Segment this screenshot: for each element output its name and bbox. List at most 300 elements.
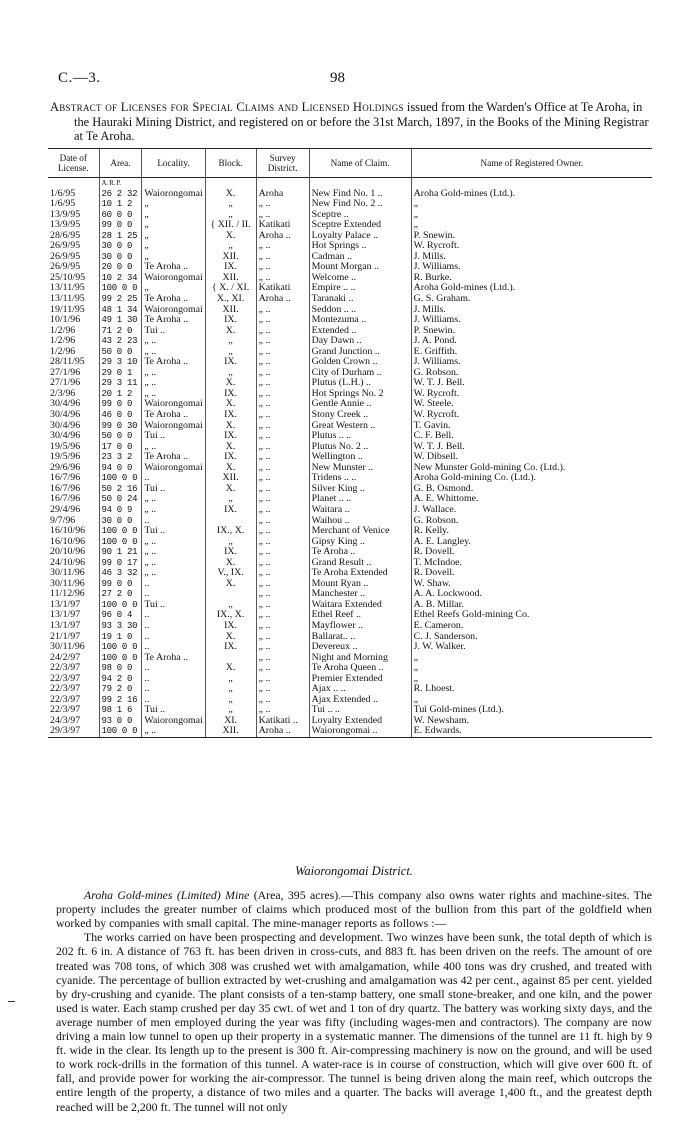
cell-owner: A. E. Langley. xyxy=(411,537,652,548)
cell-owner: New Munster Gold-mining Co. (Ltd.). xyxy=(411,463,652,474)
cell-district: „ .. xyxy=(256,452,309,463)
cell-claim: Ajax .. .. xyxy=(309,684,411,695)
cell-block: X. xyxy=(205,378,256,389)
cell-date: 16/7/96 xyxy=(50,494,81,505)
cell-date: 10/1/96 xyxy=(50,315,81,326)
cell-claim: Grand Junction .. xyxy=(309,347,411,358)
table-row xyxy=(48,315,652,326)
cell-block: „ xyxy=(205,241,256,252)
table-row xyxy=(48,484,652,495)
cell-locality: Waiorongomai xyxy=(142,421,205,432)
cell-locality: .. xyxy=(142,610,205,621)
cell-locality: „ .. xyxy=(142,378,205,389)
cell-claim: Wellington .. xyxy=(309,452,411,463)
cell-claim: Ajax Extended .. xyxy=(309,695,411,706)
cell-district: „ .. xyxy=(256,663,309,674)
cell-area: 50 0 0 xyxy=(99,347,142,358)
cell-locality: .. xyxy=(142,663,205,674)
cell-block: „ xyxy=(205,600,256,611)
cell-owner: G. B. Osmond. xyxy=(411,484,652,495)
cell-owner: Tui Gold-mines (Ltd.). xyxy=(411,705,652,716)
cell-date: 30/4/96 xyxy=(50,431,81,442)
table-row xyxy=(48,600,652,611)
cell-owner: P. Snewin. xyxy=(411,231,652,242)
table-row xyxy=(48,726,652,737)
cell-area: 99 0 0 xyxy=(99,220,142,231)
cell-block xyxy=(205,589,256,600)
cell-locality: „ .. xyxy=(142,505,205,516)
cell-block: { XII. / II. xyxy=(205,220,256,231)
cell-block: IX. xyxy=(205,357,256,368)
cell-locality: Tui .. xyxy=(142,431,205,442)
cell-area: 96 0 4 xyxy=(99,610,142,621)
cell-district: „ .. xyxy=(256,653,309,664)
cell-date: 1/2/96 xyxy=(50,336,76,347)
table-row xyxy=(48,442,652,453)
cell-owner: „ xyxy=(411,695,652,706)
cell-date: 19/5/96 xyxy=(50,441,81,452)
cell-owner: W. T. J. Bell. xyxy=(411,378,652,389)
abstract-title-rest: issued from the Warden's Office at Te Aroha, in the Hauraki Mining District, and registered on or before the 31st March, 1897, in the Books of the Mining Registrar at Te Aroha. xyxy=(74,100,649,144)
cell-block: „ xyxy=(205,210,256,221)
cell-district: Aroha xyxy=(256,189,309,200)
cell-owner: „ xyxy=(411,210,652,221)
cell-locality: Te Aroha .. xyxy=(142,294,205,305)
cell-block: XII. xyxy=(205,726,256,737)
cell-area: 50 0 0 xyxy=(99,431,142,442)
cell-block: X. xyxy=(205,421,256,432)
cell-date: 1/6/95 xyxy=(50,199,76,210)
cell-locality: .. xyxy=(142,642,205,653)
cell-block: X. xyxy=(205,442,256,453)
cell-owner: E. Cameron. xyxy=(411,621,652,632)
table-row xyxy=(48,621,652,632)
cell-date: 26/9/95 xyxy=(50,251,81,262)
cell-claim: Waiorongomai .. xyxy=(309,726,411,737)
table-row xyxy=(48,199,652,210)
cell-claim: Premier Extended xyxy=(309,674,411,685)
cell-block xyxy=(205,653,256,664)
cell-date: 29/6/96 xyxy=(50,462,81,473)
cell-district: „ .. xyxy=(256,305,309,316)
cell-district: „ .. xyxy=(256,336,309,347)
cell-district: „ .. xyxy=(256,273,309,284)
cell-locality: Waiorongomai xyxy=(142,189,205,200)
cell-locality: .. xyxy=(142,632,205,643)
table-row xyxy=(48,695,652,706)
cell-area: 93 0 0 xyxy=(99,716,142,727)
cell-date: 30/11/96 xyxy=(50,578,85,589)
cell-date: 30/11/96 xyxy=(50,568,85,579)
abstract-title-smallcaps: Abstract of Licenses for Special Claims and Licensed Holdings xyxy=(50,100,404,114)
cell-locality: Te Aroha .. xyxy=(142,410,205,421)
cell-locality: „ xyxy=(142,210,205,221)
table-row xyxy=(48,389,652,400)
cell-district: „ .. xyxy=(256,463,309,474)
cell-date: 26/9/95 xyxy=(50,262,81,273)
cell-area: 99 0 30 xyxy=(99,421,142,432)
cell-claim: Grand Result .. xyxy=(309,558,411,569)
cell-claim: Great Western .. xyxy=(309,421,411,432)
cell-district: „ .. xyxy=(256,484,309,495)
cell-block: IX. xyxy=(205,452,256,463)
cell-locality: „ .. xyxy=(142,568,205,579)
cell-owner: W. Rycroft. xyxy=(411,410,652,421)
cell-owner: Ethel Reefs Gold-mining Co. xyxy=(411,610,652,621)
cell-block: IX. xyxy=(205,505,256,516)
cell-locality: „ .. xyxy=(142,547,205,558)
cell-claim: Golden Crown .. xyxy=(309,357,411,368)
cell-owner: W. Dibsell. xyxy=(411,452,652,463)
cell-locality: Te Aroha .. xyxy=(142,357,205,368)
section-code: C.—3. xyxy=(58,70,101,86)
cell-owner: G. S. Graham. xyxy=(411,294,652,305)
area-units-row xyxy=(48,178,652,189)
cell-owner: W. Rycroft. xyxy=(411,241,652,252)
cell-district: „ .. xyxy=(256,642,309,653)
cell-owner: W. Rycroft. xyxy=(411,389,652,400)
cell-locality: Tui .. xyxy=(142,484,205,495)
cell-district: „ .. xyxy=(256,473,309,484)
cell-block: XII. xyxy=(205,273,256,284)
table-row xyxy=(48,632,652,643)
cell-claim: Silver King .. xyxy=(309,484,411,495)
cell-claim: Hot Springs .. xyxy=(309,241,411,252)
cell-locality: „ .. xyxy=(142,442,205,453)
cell-date: 24/10/96 xyxy=(50,557,86,568)
cell-locality: „ xyxy=(142,220,205,231)
cell-owner: R. Dovell. xyxy=(411,568,652,579)
cell-claim: Sceptre .. xyxy=(309,210,411,221)
cell-claim: Mount Morgan .. xyxy=(309,262,411,273)
paragraph-1 xyxy=(56,888,652,930)
cell-locality: „ xyxy=(142,241,205,252)
cell-area: 26 2 32 xyxy=(99,189,142,200)
cell-locality: „ xyxy=(142,283,205,294)
cell-claim: Mayflower .. xyxy=(309,621,411,632)
cell-block: X. xyxy=(205,189,256,200)
cell-district: „ .. xyxy=(256,262,309,273)
cell-block: IX. xyxy=(205,262,256,273)
cell-claim: Planet .. .. xyxy=(309,494,411,505)
cell-date: 16/7/96 xyxy=(50,483,81,494)
cell-district: „ .. xyxy=(256,431,309,442)
table-row xyxy=(48,252,652,263)
cell-date: 26/9/95 xyxy=(50,241,81,252)
cell-district: „ .. xyxy=(256,199,309,210)
cell-area: 20 1 2 xyxy=(99,389,142,400)
column-header-survey-district: Survey District. xyxy=(256,149,309,178)
paragraph-2: The works carried on have been prospecting and development. Two winzes have been sunk, the total depth of which is 202 ft. 6 in. A distance of 763 ft. has been driven in cross-cuts, and 883 ft. has been driven on the reefs. The amount of ore treated was 708 tons, of which 308 was crushed wet with amalgamation, while 400 tons was dry crushed, and treated with cyanide. The percentage of bullion extracted by wet-crushing and amalgamation was 42 per cent., against 85 per cent. yielded by dry-crushing and cyanide. The plant consists of a ten-stamp battery, one small stone-breaker, and one kiln, and the power used is water. Each stamp crushed per day 35 cwt. of wet and 1 ton of dry quartz. The battery was working sixty days, and the average number of men employed during the year was fifty (including wages-men and contractors). The company are now driving a main low tunnel to open up their property in a systematic manner. The dimensions of the tunnel are 11 ft. high by 9 ft. wide in the clear. Its length up to the present is 300 ft. Air-compressing machinery is now on the ground, and will be used to work rock-drills in the formation of this tunnel. A water-race is in course of construction, which will give over 600 ft. of fall, and provide power for working the air-compressor. The tunnel is being driven along the main reef, which outcrops the entire length of the property, a distance of two miles and a quarter. The backs will average 1,400 ft., and the greatest depth reached will be 2,200 ft. The tunnel will not only xyxy=(56,930,652,1114)
cell-owner: R. Dovell. xyxy=(411,547,652,558)
cell-block: IX., X. xyxy=(205,610,256,621)
body-text xyxy=(56,864,652,1114)
cell-date: 19/11/95 xyxy=(50,304,85,315)
cell-district: „ .. xyxy=(256,505,309,516)
cell-area: 79 2 0 xyxy=(99,684,142,695)
cell-locality: .. xyxy=(142,589,205,600)
cell-date: 13/11/95 xyxy=(50,283,85,294)
cell-locality: „ .. xyxy=(142,494,205,505)
cell-owner: R. Lhoest. xyxy=(411,684,652,695)
table-row xyxy=(48,399,652,410)
cell-claim: New Find No. 2 .. xyxy=(309,199,411,210)
cell-block: IX. xyxy=(205,410,256,421)
table-row xyxy=(48,526,652,537)
cell-locality: „ xyxy=(142,252,205,263)
cell-district: „ .. xyxy=(256,526,309,537)
table-row xyxy=(48,642,652,653)
cell-area: 93 3 30 xyxy=(99,621,142,632)
table-row xyxy=(48,473,652,484)
cell-district: „ .. xyxy=(256,494,309,505)
cell-area: 94 0 9 xyxy=(99,505,142,516)
cell-owner: T. McIndoe. xyxy=(411,558,652,569)
cell-area: 99 0 0 xyxy=(99,399,142,410)
cell-date: 2/3/96 xyxy=(50,388,76,399)
cell-block: IX. xyxy=(205,621,256,632)
cell-claim: Waihou .. xyxy=(309,516,411,527)
cell-district: „ .. xyxy=(256,368,309,379)
cell-owner: J. Mills. xyxy=(411,305,652,316)
paragraph-1-text: (Area, 395 acres).—This company also owns water rights and machine-sites. The property includes the greater number of claims which produced most of the bullion from this part of the goldfield when worked by companies with small capital. The mine-manager reports as follows :— xyxy=(56,888,652,931)
cell-claim: Waitara .. xyxy=(309,505,411,516)
cell-area: 100 0 0 xyxy=(99,526,142,537)
table-row xyxy=(48,674,652,685)
cell-owner: „ xyxy=(411,199,652,210)
cell-locality: Te Aroha .. xyxy=(142,262,205,273)
cell-locality: Te Aroha .. xyxy=(142,653,205,664)
cell-area: 98 0 0 xyxy=(99,663,142,674)
cell-claim: Day Dawn .. xyxy=(309,336,411,347)
cell-district: „ .. xyxy=(256,442,309,453)
cell-district: „ .. xyxy=(256,357,309,368)
cell-locality: „ .. xyxy=(142,368,205,379)
cell-district: „ .. xyxy=(256,674,309,685)
cell-locality: .. xyxy=(142,674,205,685)
cell-block: X. xyxy=(205,663,256,674)
table-row xyxy=(48,558,652,569)
cell-claim: Loyalty Extended xyxy=(309,716,411,727)
cell-locality: „ xyxy=(142,199,205,210)
cell-block: IX. xyxy=(205,315,256,326)
cell-locality: „ .. xyxy=(142,389,205,400)
cell-owner: „ xyxy=(411,220,652,231)
cell-date: 29/3/97 xyxy=(48,726,99,737)
cell-district: Aroha .. xyxy=(256,294,309,305)
cell-block: „ xyxy=(205,537,256,548)
cell-district: „ .. xyxy=(256,241,309,252)
cell-district: Aroha .. xyxy=(256,726,309,737)
cell-claim: Gentle Annie .. xyxy=(309,399,411,410)
cell-owner: „ xyxy=(411,674,652,685)
cell-claim: Merchant of Venice xyxy=(309,526,411,537)
cell-district: „ .. xyxy=(256,579,309,590)
cell-date: 24/2/97 xyxy=(50,652,81,663)
cell-date: 30/4/96 xyxy=(50,410,81,421)
cell-date: 24/3/97 xyxy=(50,715,81,726)
table-row xyxy=(48,568,652,579)
cell-area: 23 3 2 xyxy=(99,452,142,463)
cell-block xyxy=(205,516,256,527)
table-row xyxy=(48,653,652,664)
table-row xyxy=(48,347,652,358)
table-row xyxy=(48,505,652,516)
cell-district: „ .. xyxy=(256,326,309,337)
cell-date: 27/1/96 xyxy=(50,367,81,378)
cell-date: 11/12/96 xyxy=(50,589,85,600)
cell-area: 43 2 23 xyxy=(99,336,142,347)
cell-district: „ .. xyxy=(256,610,309,621)
table-row xyxy=(48,663,652,674)
cell-area: 100 0 0 xyxy=(99,653,142,664)
cell-area: 10 1 2 xyxy=(99,199,142,210)
cell-claim: Te Aroha .. xyxy=(309,547,411,558)
cell-claim: New Munster .. xyxy=(309,463,411,474)
cell-owner: C. J. Sanderson. xyxy=(411,632,652,643)
cell-owner: W. Newsham. xyxy=(411,716,652,727)
cell-area: 99 0 17 xyxy=(99,558,142,569)
cell-locality: „ xyxy=(142,231,205,242)
cell-area: 100 0 0 xyxy=(99,537,142,548)
cell-area: 99 0 0 xyxy=(99,579,142,590)
cell-claim: New Find No. 1 .. xyxy=(309,189,411,200)
table-row xyxy=(48,537,652,548)
cell-district: „ .. xyxy=(256,399,309,410)
table-header-row xyxy=(48,149,652,178)
cell-owner: W. Shaw. xyxy=(411,579,652,590)
cell-district: „ .. xyxy=(256,632,309,643)
cell-claim: Waitara Extended xyxy=(309,600,411,611)
cell-claim: Loyalty Palace .. xyxy=(309,231,411,242)
cell-area: 71 2 0 xyxy=(99,326,142,337)
cell-block: { X. / XI. xyxy=(205,283,256,294)
cell-district: „ .. xyxy=(256,568,309,579)
cell-block: IX. xyxy=(205,547,256,558)
table-row xyxy=(48,579,652,590)
cell-block: „ xyxy=(205,684,256,695)
cell-date: 13/9/95 xyxy=(50,209,81,220)
cell-date: 29/4/96 xyxy=(50,504,81,515)
cell-date: 22/3/97 xyxy=(50,663,81,674)
cell-block: X. xyxy=(205,399,256,410)
cell-claim: Tridens .. .. xyxy=(309,473,411,484)
table-row xyxy=(48,294,652,305)
table-row xyxy=(48,357,652,368)
cell-district: Katikati xyxy=(256,283,309,294)
cell-date: 13/1/97 xyxy=(50,599,81,610)
table-row xyxy=(48,463,652,474)
cell-locality: Tui .. xyxy=(142,526,205,537)
cell-date: 30/4/96 xyxy=(50,399,81,410)
cell-locality: .. xyxy=(142,621,205,632)
page-number: 98 xyxy=(330,70,345,86)
cell-owner: G. Robson. xyxy=(411,516,652,527)
cell-locality: „ .. xyxy=(142,336,205,347)
table-row xyxy=(48,336,652,347)
mine-name: Aroha Gold-mines (Limited) Mine xyxy=(84,888,250,903)
cell-district: „ .. xyxy=(256,389,309,400)
table-row xyxy=(48,494,652,505)
cell-district: Katikati xyxy=(256,220,309,231)
cell-claim: Mount Ryan .. xyxy=(309,579,411,590)
cell-owner: E. Edwards. xyxy=(411,726,652,737)
cell-locality: Te Aroha .. xyxy=(142,452,205,463)
cell-area: 27 2 0 xyxy=(99,589,142,600)
cell-claim: Welcome .. xyxy=(309,273,411,284)
cell-block: IX., X. xyxy=(205,526,256,537)
cell-district: „ .. xyxy=(256,347,309,358)
cell-locality: .. xyxy=(142,473,205,484)
column-header-owner: Name of Registered Owner. xyxy=(411,149,652,178)
column-header-block: Block. xyxy=(205,149,256,178)
district-heading: Waiorongomai District. xyxy=(295,864,413,878)
cell-area: 98 1 6 xyxy=(99,705,142,716)
table-row xyxy=(48,220,652,231)
cell-area: 46 0 0 xyxy=(99,410,142,421)
column-header-area: Area. xyxy=(99,149,142,178)
table-row xyxy=(48,283,652,294)
cell-locality: Waiorongomai xyxy=(142,463,205,474)
table-row xyxy=(48,231,652,242)
cell-block: X. xyxy=(205,463,256,474)
table-row xyxy=(48,516,652,527)
area-units: A. R. P. xyxy=(99,178,142,189)
cell-area: 50 2 16 xyxy=(99,484,142,495)
cell-date: 22/3/97 xyxy=(50,673,81,684)
cell-date: 21/1/97 xyxy=(50,631,81,642)
table-row xyxy=(48,368,652,379)
table-row xyxy=(48,410,652,421)
cell-date: 22/3/97 xyxy=(50,684,81,695)
cell-locality: .. xyxy=(142,516,205,527)
cell-district: „ .. xyxy=(256,600,309,611)
cell-district: „ .. xyxy=(256,695,309,706)
cell-district: Aroha .. xyxy=(256,231,309,242)
cell-locality: .. xyxy=(142,684,205,695)
cell-block: X. xyxy=(205,632,256,643)
cell-area: 10 2 34 xyxy=(99,273,142,284)
cell-date: 13/1/97 xyxy=(50,620,81,631)
cell-date: 9/7/96 xyxy=(50,515,76,526)
cell-claim: Gipsy King .. xyxy=(309,537,411,548)
cell-block: „ xyxy=(205,336,256,347)
cell-owner: „ xyxy=(411,663,652,674)
cell-locality: Tui .. xyxy=(142,326,205,337)
cell-owner: E. Griffith. xyxy=(411,347,652,358)
cell-claim: Taranaki .. xyxy=(309,294,411,305)
cell-district: „ .. xyxy=(256,410,309,421)
cell-owner: J. Williams. xyxy=(411,315,652,326)
cell-claim: Ballarat.. .. xyxy=(309,632,411,643)
cell-date: 30/4/96 xyxy=(50,420,81,431)
cell-area: 100 0 0 xyxy=(99,283,142,294)
cell-locality: Waiorongomai xyxy=(142,399,205,410)
cell-owner: J. Williams. xyxy=(411,262,652,273)
cell-area: 49 1 30 xyxy=(99,315,142,326)
table-row xyxy=(48,547,652,558)
cell-claim: Devereux .. xyxy=(309,642,411,653)
cell-area: 48 1 34 xyxy=(99,305,142,316)
column-header-date: Date of License. xyxy=(48,149,99,178)
cell-district: „ .. xyxy=(256,537,309,548)
cell-date: 1/2/96 xyxy=(50,346,76,357)
cell-block: V., IX. xyxy=(205,568,256,579)
table-row xyxy=(48,273,652,284)
cell-locality: Tui .. xyxy=(142,705,205,716)
cell-district: „ .. xyxy=(256,378,309,389)
cell-date: 25/10/95 xyxy=(50,272,86,283)
